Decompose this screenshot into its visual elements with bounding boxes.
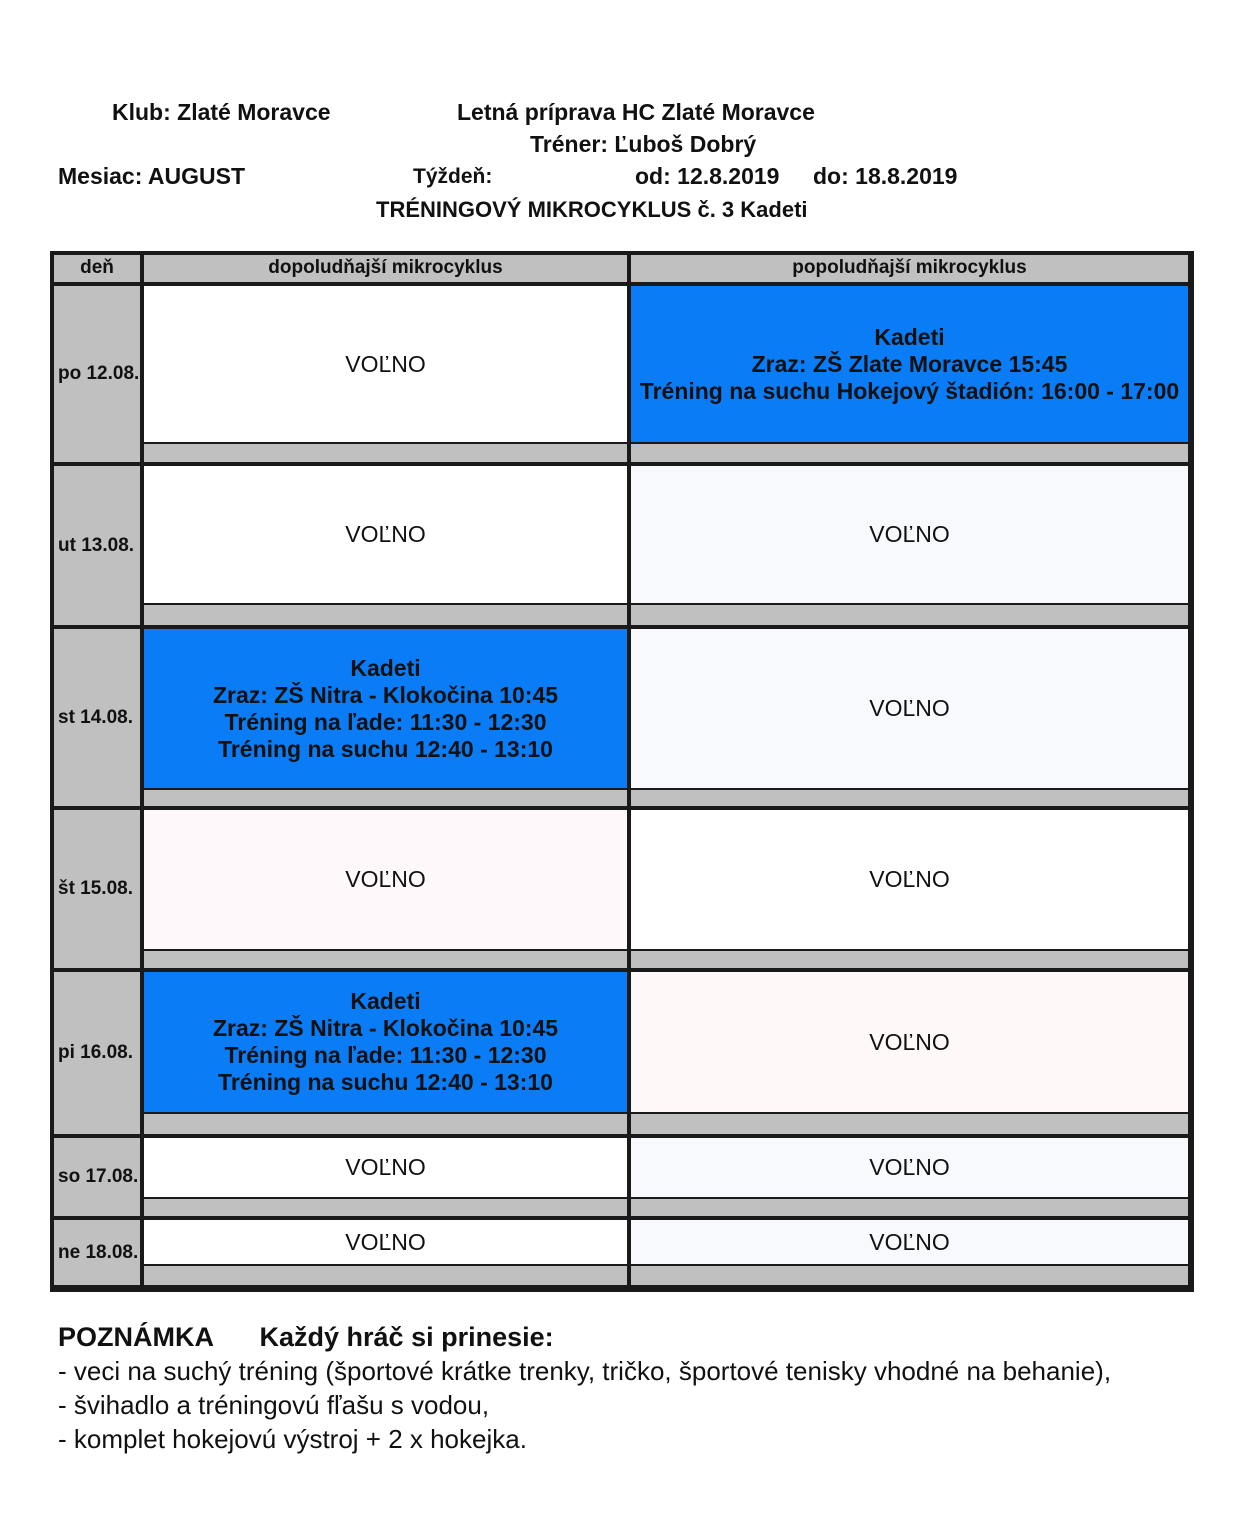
afternoon-free-cell	[631, 466, 1188, 603]
row-separator-strip	[144, 790, 627, 806]
page-title: TRÉNINGOVÝ MIKROCYKLUS č. 3 Kadeti	[376, 197, 808, 222]
row-separator-strip	[631, 1266, 1188, 1285]
row-separator-strip	[144, 1266, 627, 1285]
cell-text-line: VOĽNO	[345, 350, 426, 377]
morning-free-cell	[144, 466, 627, 603]
morning-free-cell	[144, 810, 627, 949]
column-header-day: deň	[54, 255, 140, 282]
day-label: pi 16.08.	[54, 972, 140, 1134]
cell-text-line: VOĽNO	[869, 695, 950, 721]
row-separator-strip	[631, 1199, 1188, 1216]
cell-text-line: VOĽNO	[869, 1228, 950, 1255]
morning-free-cell	[144, 1138, 627, 1197]
camp-title: Letná príprava HC Zlaté Moravce	[457, 99, 815, 125]
row-separator-strip	[631, 951, 1188, 968]
club-name: Klub: Zlaté Moravce	[112, 99, 331, 125]
cell-text-line: Tréning na suchu Hokejový štadión: 16:00 - 17:00	[639, 377, 1180, 404]
cell-text-line: Zraz: ZŠ Nitra - Klokočina 10:45	[212, 1015, 559, 1041]
cell-text-line: Zraz: ZŠ Nitra - Klokočina 10:45	[212, 681, 559, 708]
cell-text-line: Tréning na ľade: 11:30 - 12:30	[224, 1042, 547, 1068]
note-item: - veci na suchý tréning (športové krátke trenky, tričko, športové tenisky vhodné na behanie),	[58, 1356, 1112, 1386]
day-label: st 14.08.	[54, 629, 140, 806]
cell-text-line: VOĽNO	[869, 1154, 950, 1180]
afternoon-free-cell	[631, 1138, 1188, 1197]
row-separator-strip	[144, 605, 627, 625]
cell-text-line: Tréning na ľade: 11:30 - 12:30	[224, 708, 547, 735]
afternoon-free-cell	[631, 810, 1188, 949]
month-label: Mesiac: AUGUST	[58, 163, 246, 189]
date-from: od: 12.8.2019	[635, 163, 780, 189]
afternoon-free-cell	[631, 972, 1188, 1112]
column-header-morning: dopoludňajší mikrocyklus	[144, 255, 627, 282]
note-label: POZNÁMKA	[58, 1322, 214, 1352]
row-separator-strip	[144, 1199, 627, 1216]
cell-text-line: Tréning na suchu 12:40 - 13:10	[218, 735, 553, 762]
day-label: ut 13.08.	[54, 466, 140, 625]
note-heading	[58, 1320, 1178, 1354]
morning-training-cell	[144, 629, 627, 788]
morning-free-cell	[144, 1220, 627, 1264]
morning-free-cell	[144, 286, 627, 442]
column-header-afternoon: popoludňajší mikrocyklus	[631, 255, 1188, 282]
afternoon-free-cell	[631, 1220, 1188, 1264]
week-label: Týždeň:	[413, 165, 493, 188]
cell-text-line: VOĽNO	[869, 866, 950, 892]
row-separator-strip	[631, 605, 1188, 625]
cell-text-line: VOĽNO	[345, 1154, 426, 1180]
cell-text-line: VOĽNO	[345, 866, 426, 892]
note-item: - švihadlo a tréningovú fľašu s vodou,	[58, 1390, 490, 1420]
row-separator-strip	[144, 444, 627, 462]
row-separator-strip	[631, 444, 1188, 462]
cell-text-line: Kadeti	[350, 988, 421, 1014]
cell-text-line: Kadeti	[350, 654, 421, 681]
cell-text-line: Zraz: ZŠ Zlate Moravce 15:45	[751, 350, 1068, 377]
note-instruction: Každý hráč si prinesie:	[259, 1322, 554, 1352]
day-label: št 15.08.	[54, 810, 140, 968]
note-item: - komplet hokejovú výstroj + 2 x hokejka.	[58, 1424, 527, 1454]
morning-training-cell	[144, 972, 627, 1112]
note-section	[58, 1320, 1178, 1456]
cell-text-line: Kadeti	[874, 323, 945, 350]
day-label: ne 18.08.	[54, 1220, 140, 1285]
row-separator-strip	[631, 1114, 1188, 1134]
day-label: po 12.08.	[54, 286, 140, 462]
cell-text-line: VOĽNO	[869, 521, 950, 547]
date-to: do: 18.8.2019	[813, 163, 958, 189]
day-label: so 17.08.	[54, 1138, 140, 1216]
trainer-name: Tréner: Ľuboš Dobrý	[530, 131, 757, 157]
afternoon-training-cell	[631, 286, 1188, 442]
afternoon-free-cell	[631, 629, 1188, 788]
cell-text-line: VOĽNO	[869, 1028, 950, 1055]
training-schedule-table	[50, 251, 1194, 1292]
cell-text-line: VOĽNO	[345, 1228, 426, 1255]
row-separator-strip	[631, 790, 1188, 806]
row-separator-strip	[144, 1114, 627, 1134]
row-separator-strip	[144, 951, 627, 968]
cell-text-line: VOĽNO	[345, 521, 426, 547]
cell-text-line: Tréning na suchu 12:40 - 13:10	[218, 1069, 553, 1095]
